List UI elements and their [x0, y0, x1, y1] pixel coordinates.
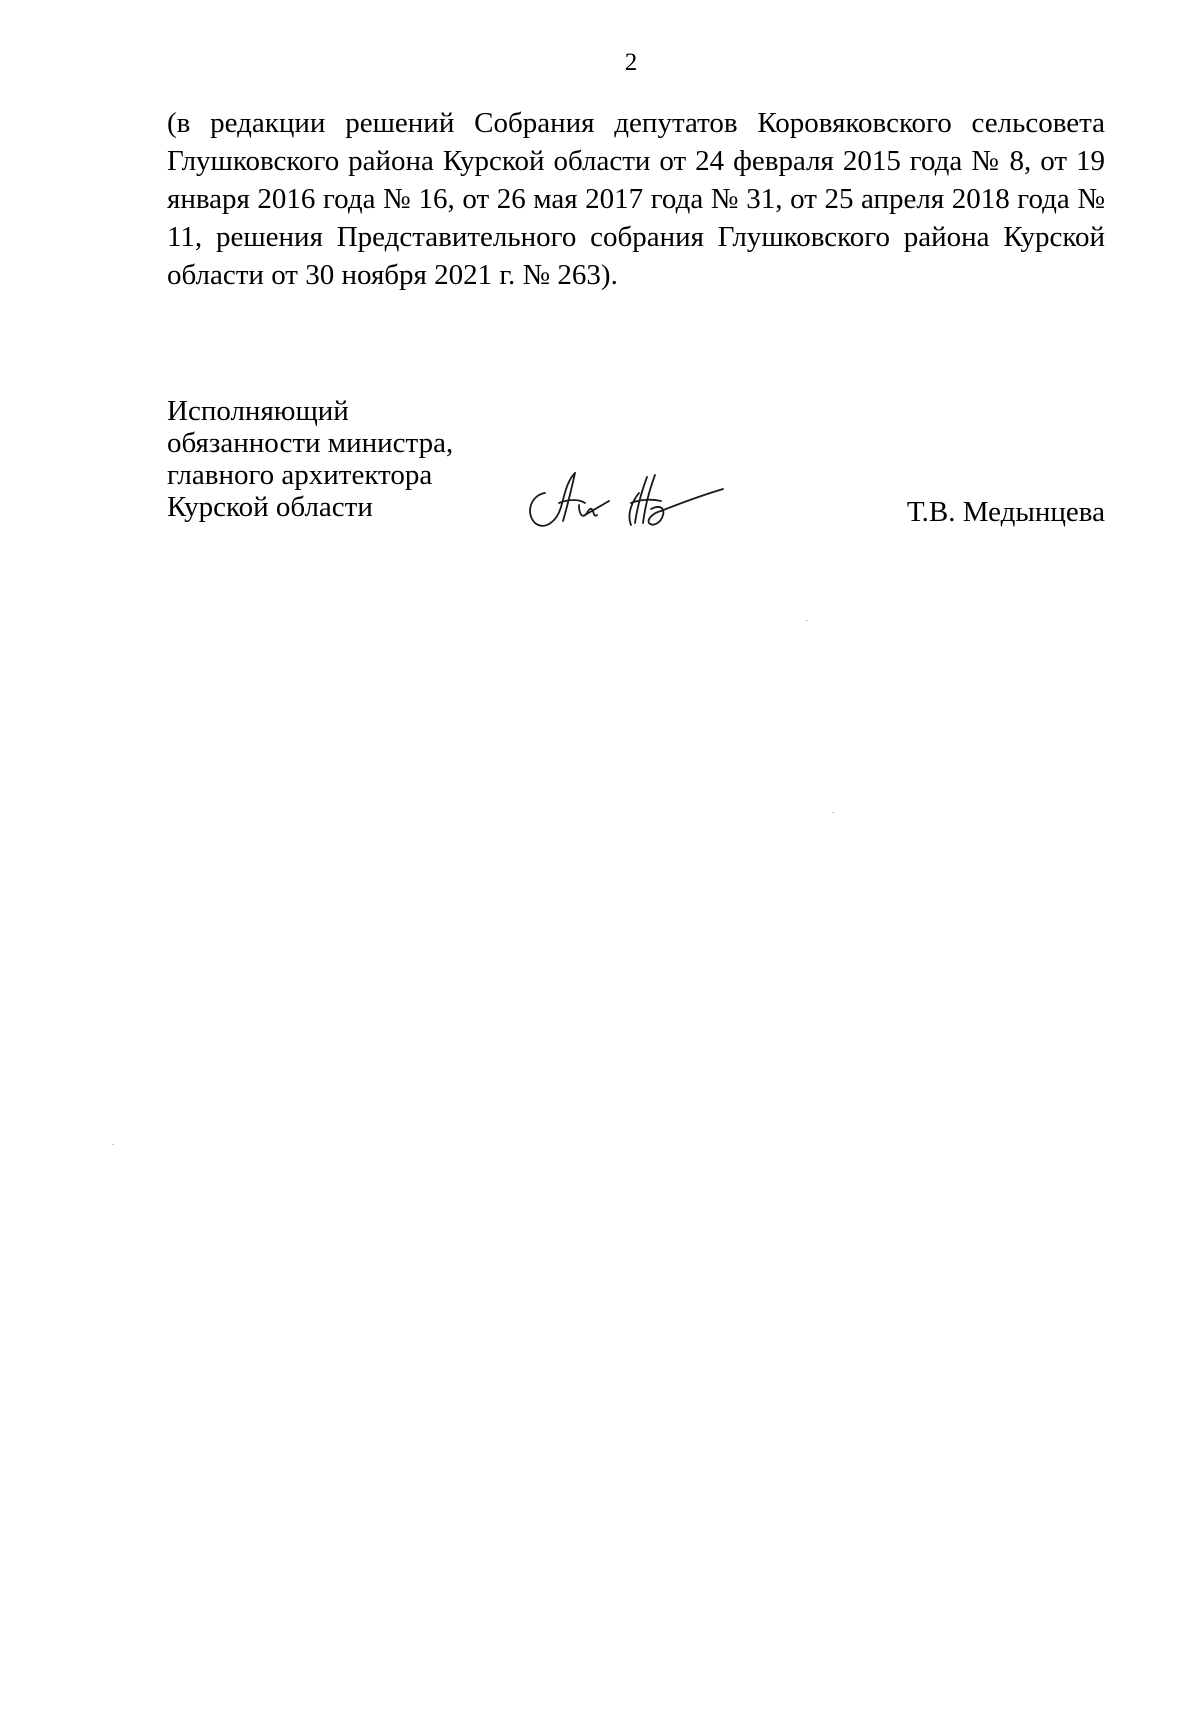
body-paragraph-container — [167, 104, 1105, 294]
page-number: 2 — [624, 49, 638, 76]
signer-title-line: Исполняющий — [167, 395, 349, 427]
signer-name: Т.В. Медынцева — [906, 496, 1105, 528]
signer-title-line: Курской области — [167, 491, 373, 523]
scan-speck — [112, 1144, 114, 1145]
signer-title — [167, 395, 453, 523]
amendment-paragraph: (в редакции решений Собрания депутатов Коровяковского сельсовета Глушковского района Курской области от 24 февраля 2015 года № 8, от 19 января 2016 года № 16, от 26 мая 2017 года № 31, от 25 апреля 2018 года № 11, решения Представительного собрания Глушковского района Курской области от 30 ноября 2021 г. № 263). — [167, 107, 1105, 291]
scan-speck — [832, 812, 834, 813]
signer-title-line: главного архитектора — [167, 459, 433, 491]
scan-speck — [806, 620, 808, 621]
signer-title-line: обязанности министра, — [167, 427, 454, 459]
signature-block — [167, 395, 1105, 535]
handwritten-signature-icon — [523, 463, 733, 533]
